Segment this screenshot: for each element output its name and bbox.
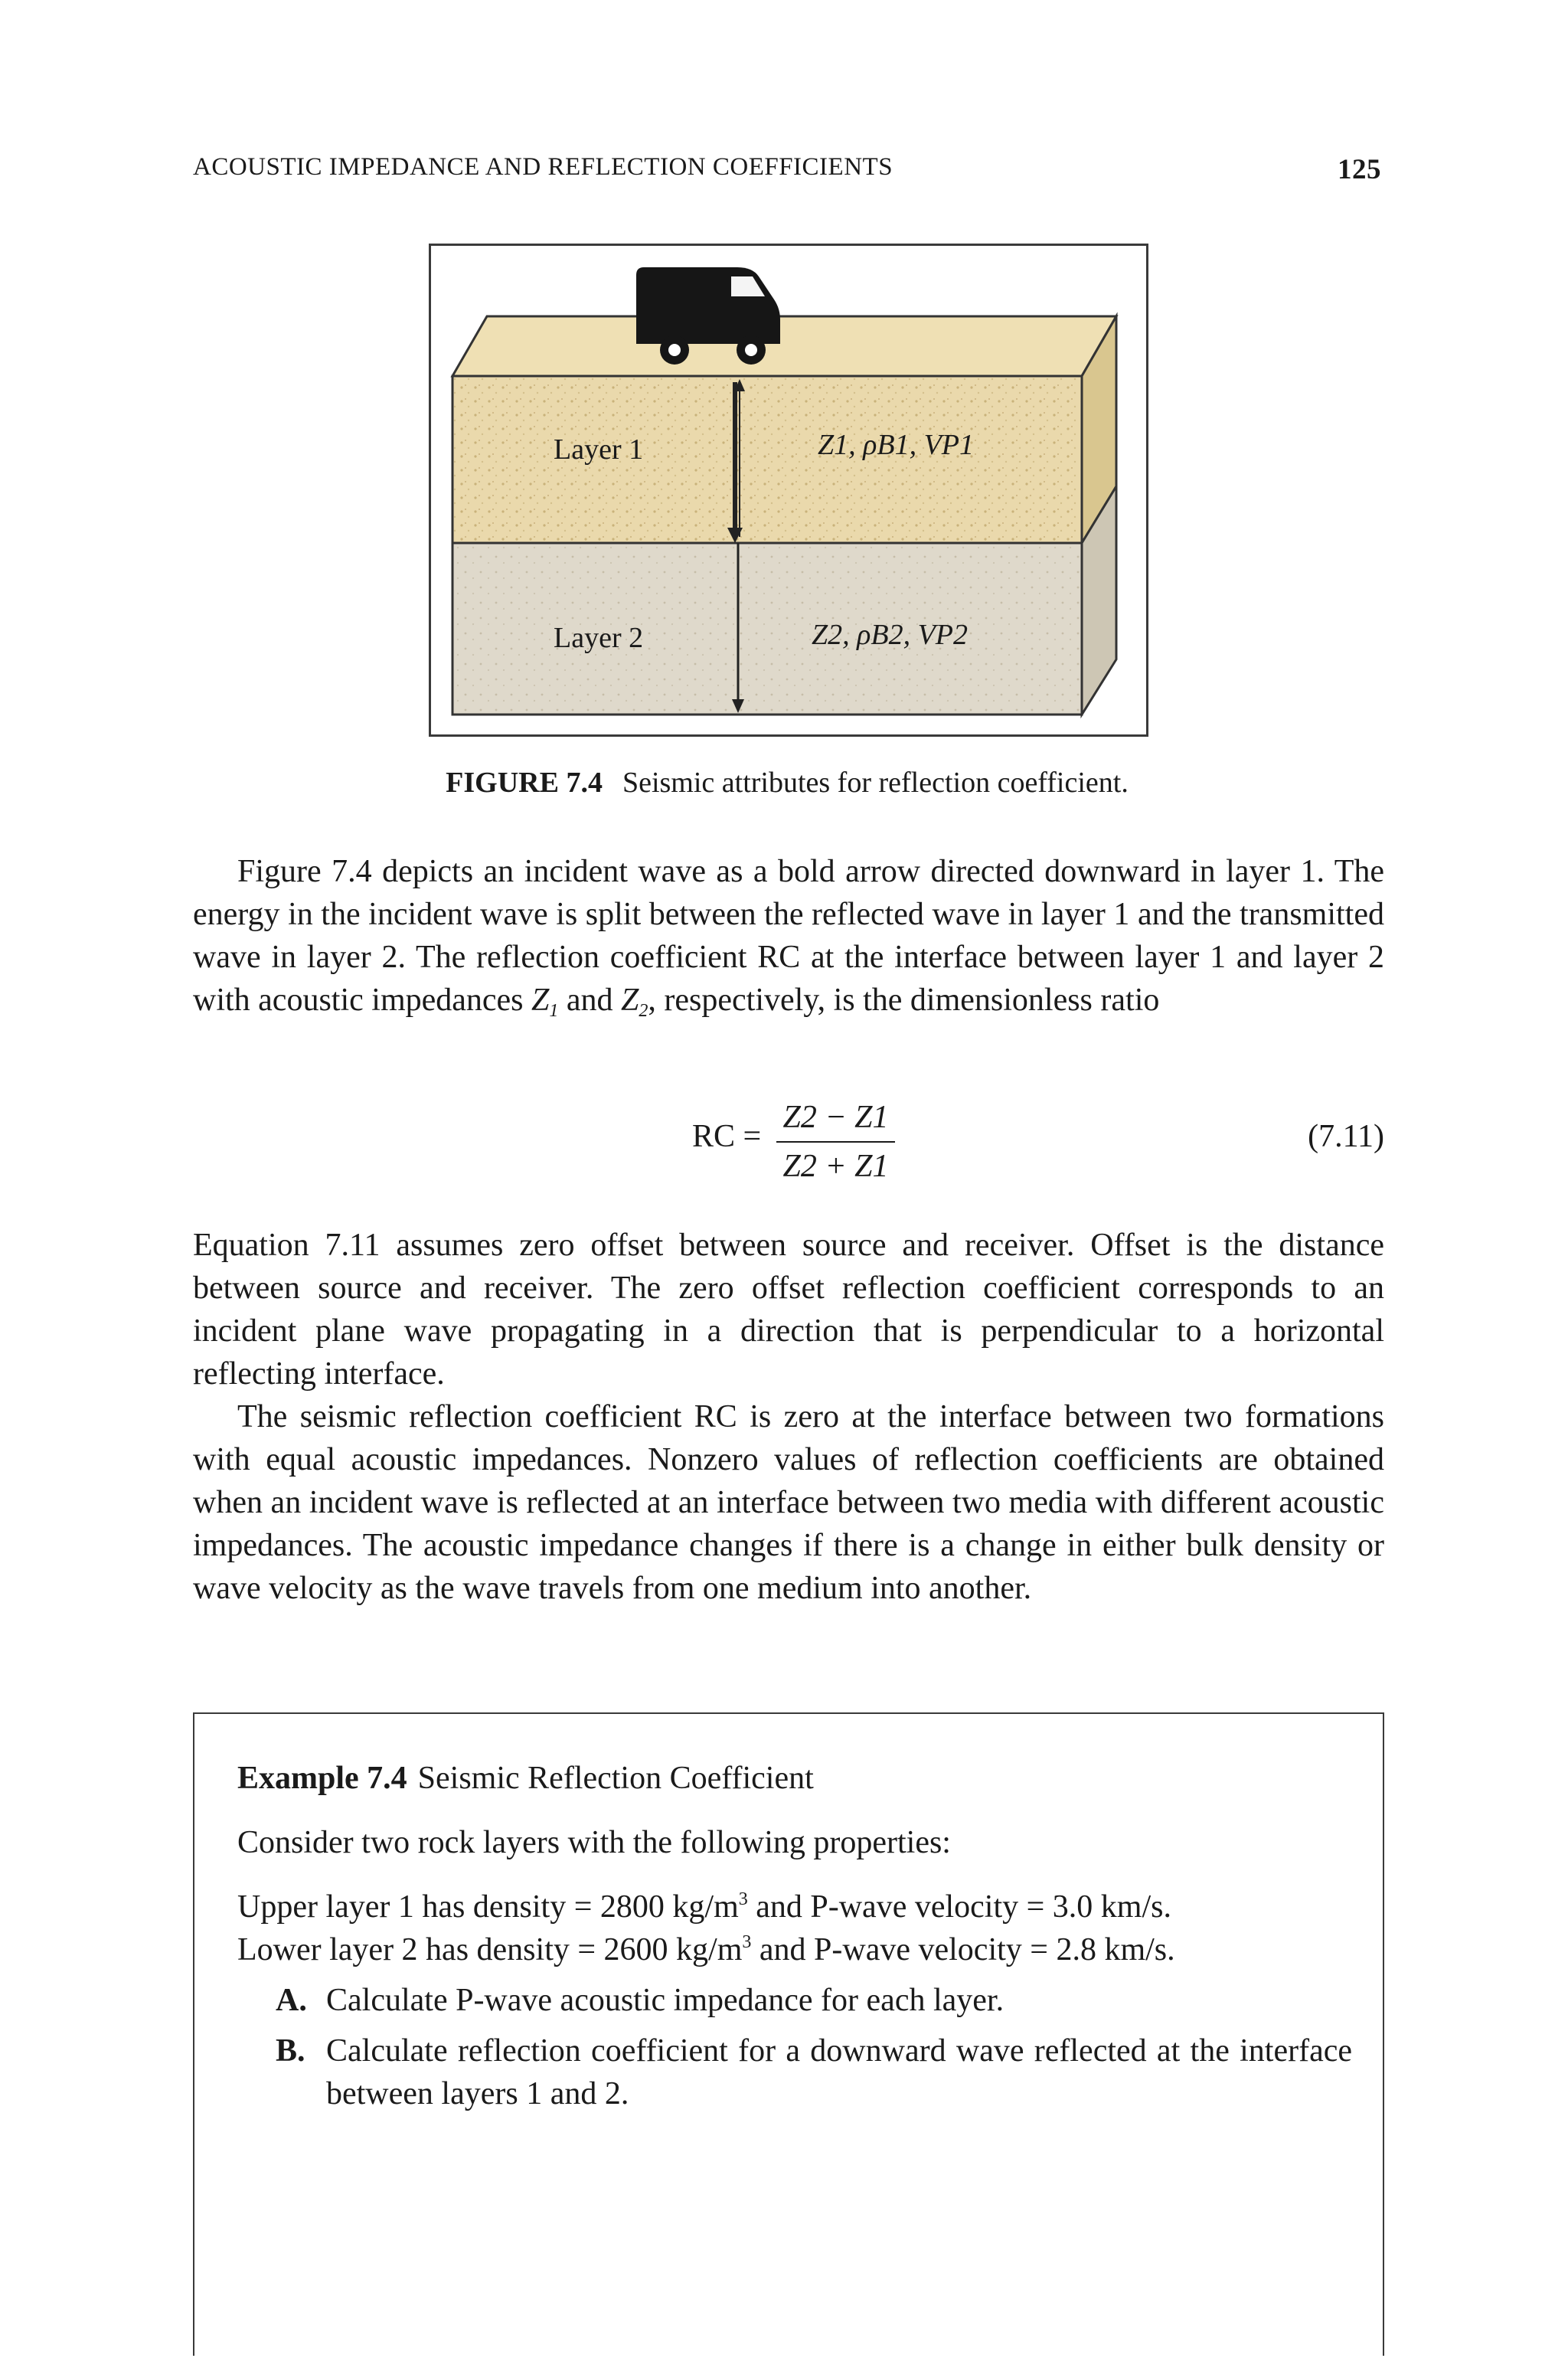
equation-fraction: [776, 1095, 895, 1189]
equation-denominator: Z2 + Z1: [782, 1149, 889, 1184]
paragraph-1: [193, 850, 1384, 1022]
layer2-params: Z2, ρB2, VP2: [812, 619, 969, 651]
list-item-text: Calculate P-wave acoustic impedance for each layer.: [326, 1983, 1004, 2018]
figure-7-4: [429, 244, 1148, 737]
equation-7-11: [193, 1095, 1384, 1195]
equation-number: (7.11): [1308, 1119, 1384, 1154]
paragraph-2: Equation 7.11 assumes zero offset between source and receiver. Offset is the distance between source and receiver. The zero offset reflection coefficient corresponds to an incident plane wave propagating in a direction that is perpendicular to a horizontal reflecting interface.: [193, 1228, 1384, 1392]
example-line-2-b: and P-wave velocity = 2.8 km/s.: [751, 1932, 1175, 1967]
layer2-label: Layer 2: [554, 622, 644, 654]
example-label: Example 7.4: [237, 1761, 407, 1796]
list-item-text: Calculate reflection coefficient for a downward wave reflected at the interface between layers 1 and 2.: [326, 2033, 1352, 2111]
page-number: 125: [1338, 154, 1381, 185]
paragraph-1-part-a: Figure 7.4 depicts an incident wave as a bold arrow directed downward in layer 1. The energy in the incident wave is split between the reflected wave in layer 1 and the transmitted wave in layer 2. The reflection coefficient RC at the interface between layer 1 and layer 2 with acoustic impedances: [193, 854, 1384, 1018]
symbol-z1: $Z_1$: [531, 983, 559, 1021]
paragraph-1-and: and: [558, 983, 622, 1018]
equation-numerator: Z2 − Z1: [782, 1100, 889, 1135]
fraction-bar: [776, 1141, 895, 1143]
layer1-front: [452, 376, 1082, 543]
example-line-1-a: Upper layer 1 has density = 2800 kg/m: [237, 1889, 739, 1925]
figure-caption-label: FIGURE 7.4: [446, 767, 603, 799]
example-line-2: [237, 1928, 1355, 1971]
figure-caption-text: Seismic attributes for reflection coefficient.: [622, 767, 1129, 799]
list-item-label: A.: [276, 1983, 307, 2018]
paragraph-3: The seismic reflection coefficient RC is zero at the interface between two formations with equal acoustic impedances. Nonzero values of reflection coefficients are obtained when an incident wave is reflected at an interface between two media with different acoustic impedances. The acoustic impedance changes if there is a change in either bulk density or wave velocity as the wave travels from one medium into another.: [193, 1399, 1384, 1606]
list-item-b: [276, 2029, 1352, 2115]
paragraph-1-part-b: , respectively, is the dimensionless ratio: [648, 983, 1160, 1018]
figure-illustration: [431, 246, 1146, 734]
symbol-z2: $Z_2$: [621, 983, 648, 1021]
layer2-front: [452, 543, 1082, 715]
running-header: [193, 153, 1381, 191]
figure-caption: [193, 766, 1381, 800]
exponent: 3: [738, 1889, 748, 1909]
example-line-2-a: Lower layer 2 has density = 2600 kg/m: [237, 1932, 743, 1967]
example-title-text: Seismic Reflection Coefficient: [417, 1761, 814, 1796]
example-line-1: [237, 1886, 1355, 1928]
equation-lhs: RC =: [692, 1119, 762, 1154]
example-intro: Consider two rock layers with the following properties:: [237, 1825, 951, 1860]
exponent: 3: [742, 1932, 752, 1952]
list-item-a: [276, 1979, 1348, 2022]
example-line-1-b: and P-wave velocity = 3.0 km/s.: [747, 1889, 1171, 1925]
list-item-label: B.: [276, 2033, 305, 2069]
block-top-face: [452, 316, 1116, 376]
layer1-params: Z1, ρB1, VP1: [818, 429, 975, 461]
running-header-title: ACOUSTIC IMPEDANCE AND REFLECTION COEFFICIENTS: [193, 153, 893, 181]
example-title: [237, 1757, 1355, 1800]
layer1-label: Layer 1: [554, 433, 644, 466]
